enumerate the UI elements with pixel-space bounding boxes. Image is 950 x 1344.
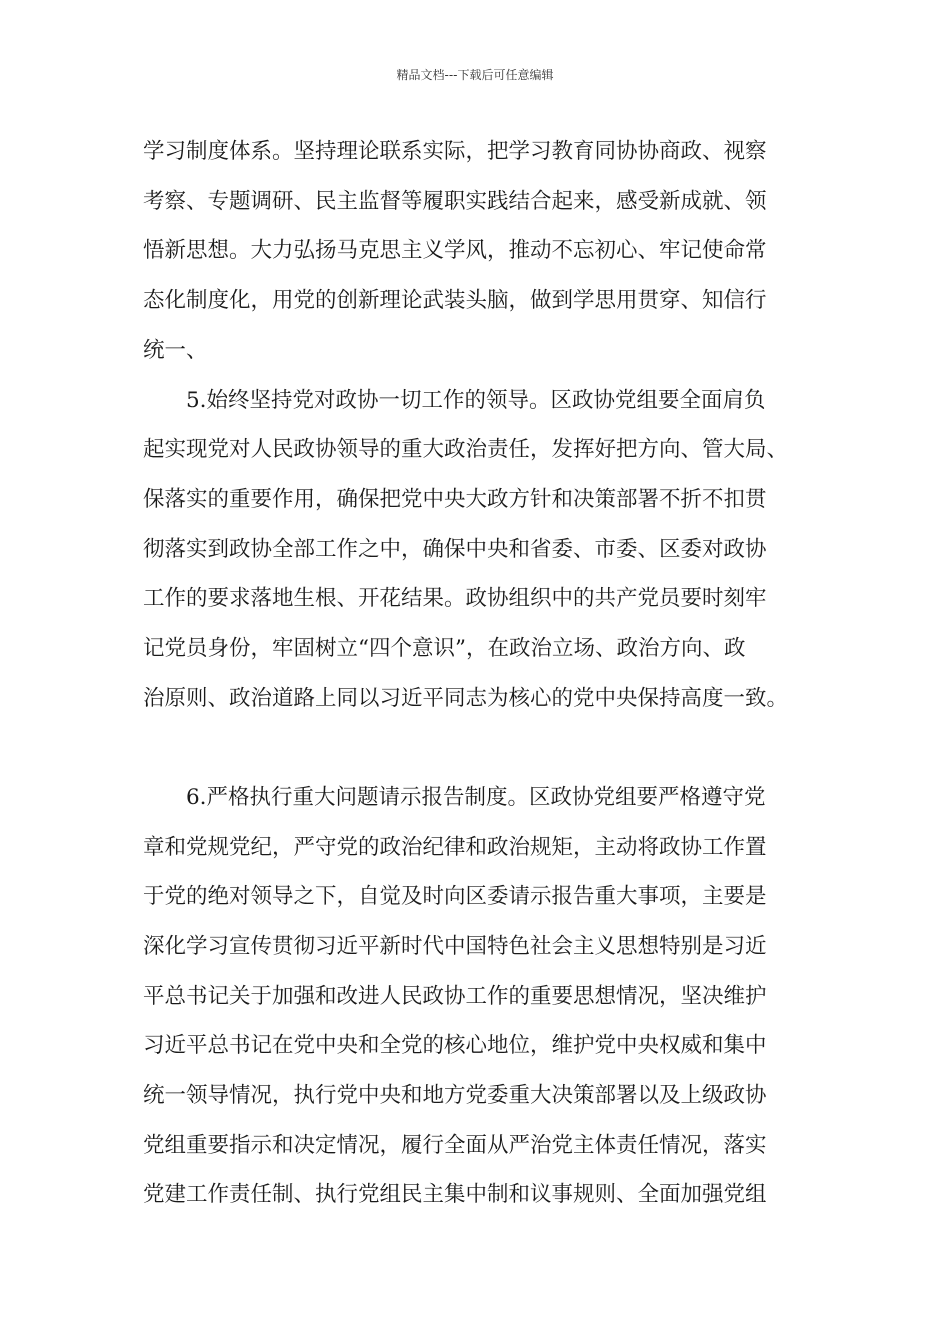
text-line: 保落实的重要作用，确保把党中央大政方针和决策部署不折不扣贯 [143,487,767,512]
text-line: 章和党规党纪，严守党的政治纪律和政治规矩，主动将政协工作置 [143,835,767,860]
text-line: 彻落实到政协全部工作之中，确保中央和省委、市委、区委对政协 [143,537,767,562]
text-line: 学习制度体系。坚持理论联系实际，把学习教育同协协商政、视察 [143,139,767,164]
text-line: 态化制度化，用党的创新理论武装头脑，做到学思用贯穿、知信行 [143,288,767,313]
text-line: 5.始终坚持党对政协一切工作的领导。区政协党组要全面肩负 [186,388,766,413]
text-line: 悟新思想。大力弘扬马克思主义学风，推动不忘初心、牢记使命常 [143,238,767,263]
text-line: 6.严格执行重大问题请示报告制度。区政协党组要严格遵守党 [186,785,766,810]
text-line: 考察、专题调研、民主监督等履职实践结合起来，感受新成就、领 [143,189,767,214]
text-line: 统一、 [143,338,208,363]
text-line: 起实现党对人民政协领导的重大政治责任，发挥好把方向、管大局、 [143,437,789,462]
text-line: 党建工作责任制、执行党组民主集中制和议事规则、全面加强党组 [143,1182,767,1207]
text-line: 深化学习宣传贯彻习近平新时代中国特色社会主义思想特别是习近 [143,934,767,959]
text-line: 工作的要求落地生根、开花结果。政协组织中的共产党员要时刻牢 [143,586,767,611]
text-line: 平总书记关于加强和改进人民政协工作的重要思想情况，坚决维护 [143,984,767,1009]
text-line: 于党的绝对领导之下，自觉及时向区委请示报告重大事项，主要是 [143,884,767,909]
text-line: 统一领导情况，执行党中央和地方党委重大决策部署以及上级政协 [143,1083,767,1108]
text-line: 习近平总书记在党中央和全党的核心地位，维护党中央权威和集中 [143,1033,767,1058]
text-line: 治原则、政治道路上同以习近平同志为核心的党中央保持高度一致。 [143,686,789,711]
text-line: 党组重要指示和决定情况，履行全面从严治党主体责任情况，落实 [143,1133,767,1158]
page-header: 精品文档---下载后可任意编辑 [396,68,554,82]
text-line: 记党员身份，牢固树立“四个意识”，在政治立场、政治方向、政 [143,636,746,661]
